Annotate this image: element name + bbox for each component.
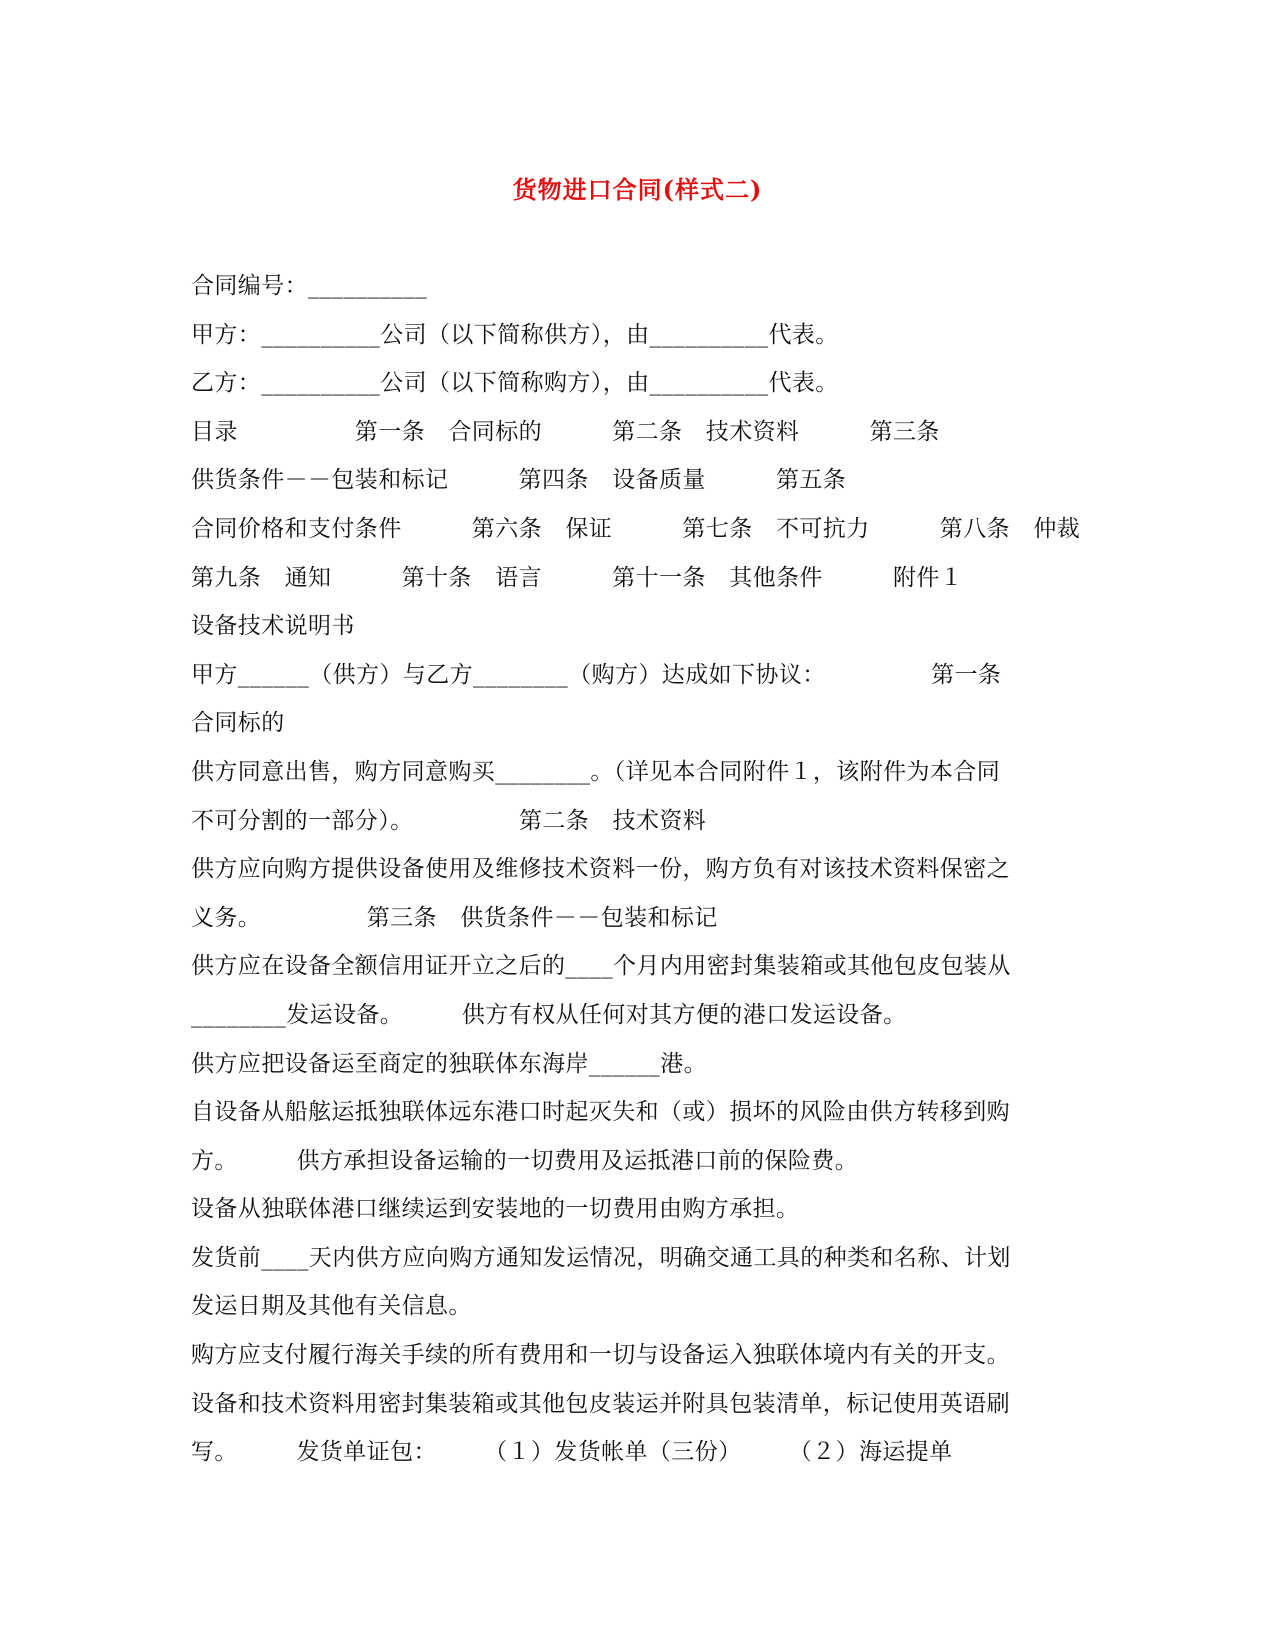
paragraph-line: 供方应向购方提供设备使用及维修技术资料一份，购方负有对该技术资料保密之 xyxy=(191,856,1010,883)
paragraph-line: 供方应把设备运至商定的独联体东海岸______港。 xyxy=(191,1050,707,1077)
paragraph-line: 写。 发货单证包： （１）发货帐单（三份） （２）海运提单 xyxy=(191,1439,953,1466)
paragraph-line: 设备和技术资料用密封集装箱或其他包皮装运并附具包装清单，标记使用英语刷 xyxy=(191,1390,1010,1417)
table-of-contents-line: 目录 第一条 合同标的 第二条 技术资料 第三条 xyxy=(191,418,940,445)
document-title: 货物进口合同(样式二) xyxy=(512,175,763,204)
party-a-line: 甲方：__________公司（以下简称供方），由__________代表。 xyxy=(191,321,839,348)
paragraph-line: 义务。 第三条 供货条件－－包装和标记 xyxy=(191,904,718,931)
paragraph-line: 设备从独联体港口继续运到安装地的一切费用由购方承担。 xyxy=(191,1196,800,1223)
paragraph-line: 不可分割的一部分）。 第二条 技术资料 xyxy=(191,807,707,834)
table-of-contents-line: 合同价格和支付条件 第六条 保证 第七条 不可抗力 第八条 仲裁 xyxy=(191,515,1081,542)
paragraph-line: 发运日期及其他有关信息。 xyxy=(191,1293,472,1320)
paragraph-line: 发货前____天内供方应向购方通知发运情况，明确交通工具的种类和名称、计划 xyxy=(191,1244,1011,1271)
paragraph-line: ________发运设备。 供方有权从任何对其方便的港口发运设备。 xyxy=(191,1001,907,1028)
paragraph-line: 方。 供方承担设备运输的一切费用及运抵港口前的保险费。 xyxy=(191,1147,859,1174)
paragraph-line: 自设备从船舷运抵独联体远东港口时起灭失和（或）损坏的风险由供方转移到购 xyxy=(191,1099,1010,1126)
table-of-contents-line: 设备技术说明书 xyxy=(191,613,355,640)
section-heading-line: 合同标的 xyxy=(191,710,285,737)
paragraph-line: 供方同意出售，购方同意购买________。（详见本合同附件１，该附件为本合同 xyxy=(191,758,1001,785)
contract-number-line: 合同编号：__________ xyxy=(191,273,427,299)
agreement-intro-line: 甲方______（供方）与乙方________（购方）达成如下协议： 第一条 xyxy=(191,661,1002,688)
document-body xyxy=(191,262,1081,1477)
party-b-line: 乙方：__________公司（以下简称购方），由__________代表。 xyxy=(191,370,839,397)
table-of-contents-line: 供货条件－－包装和标记 第四条 设备质量 第五条 xyxy=(191,467,847,494)
paragraph-line: 供方应在设备全额信用证开立之后的____个月内用密封集装箱或其他包皮包装从 xyxy=(191,953,1011,980)
paragraph-line: 购方应支付履行海关手续的所有费用和一切与设备运入独联体境内有关的开支。 xyxy=(191,1342,1010,1369)
table-of-contents-line: 第九条 通知 第十条 语言 第十一条 其他条件 附件１ xyxy=(191,564,964,591)
